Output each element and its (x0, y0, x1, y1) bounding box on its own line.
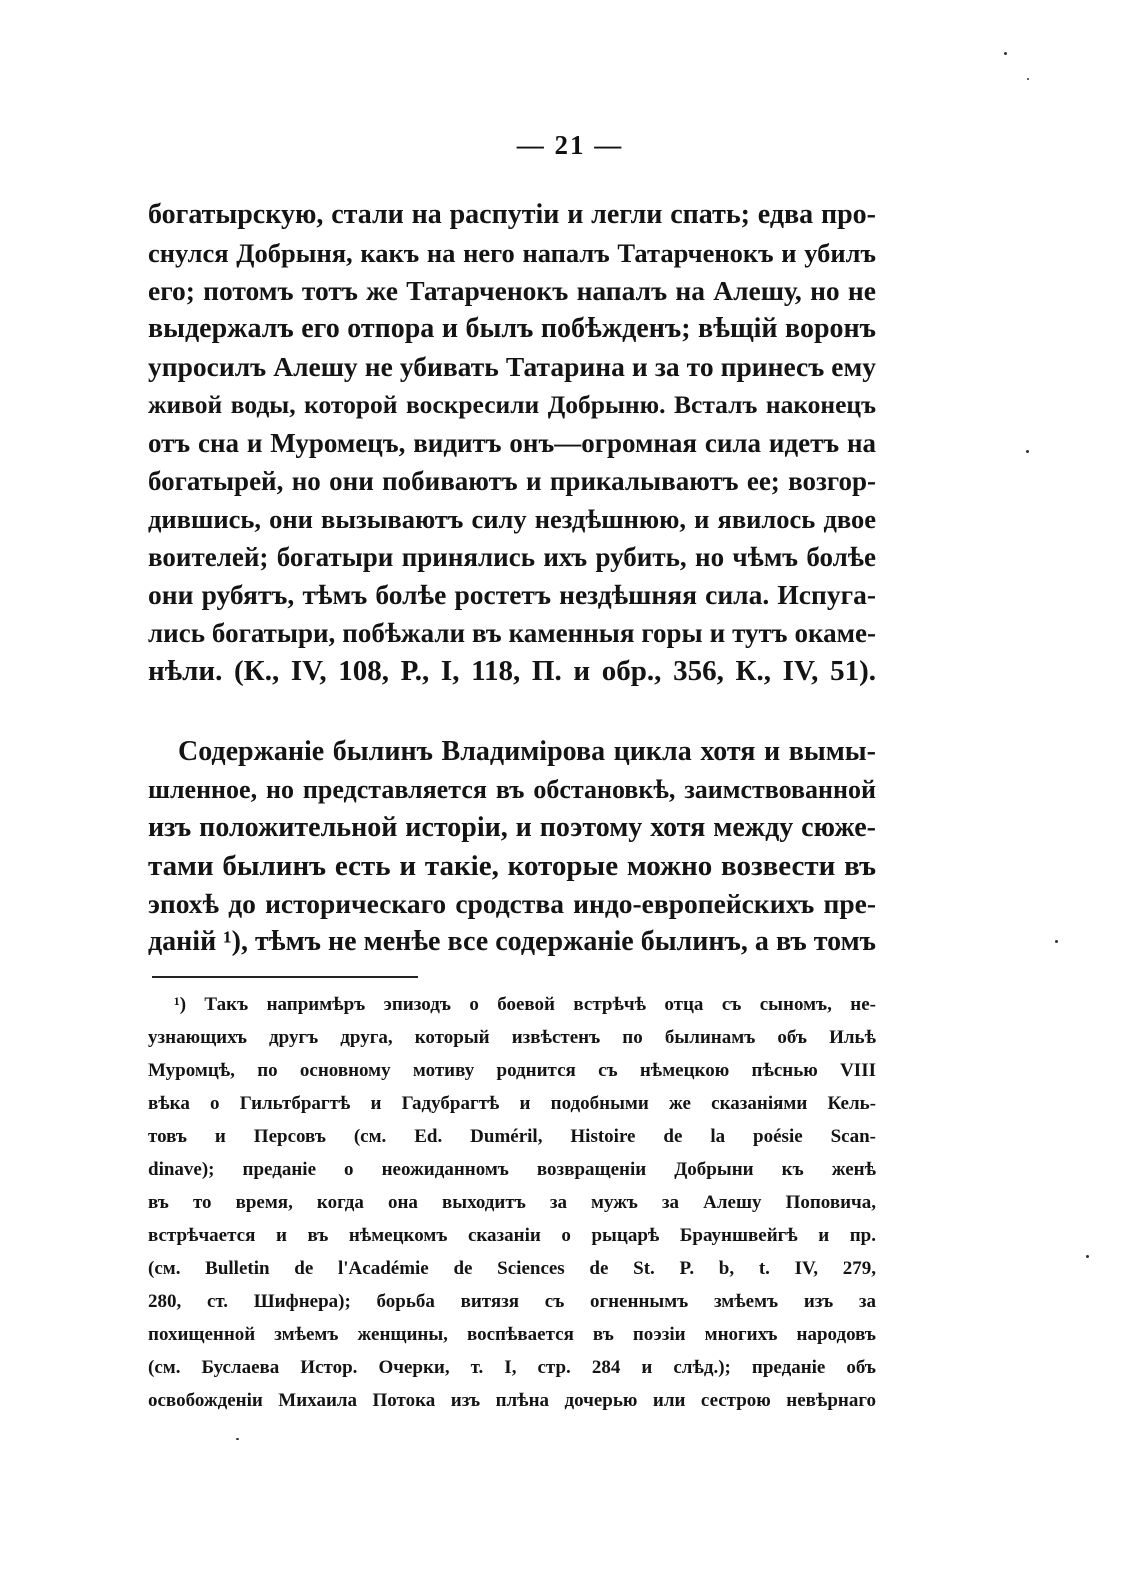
footnote-line: ¹) Такъ напримѣръ эпизодъ о боевой встрѣчѣ отца съ сыномъ, не- (174, 994, 876, 1015)
paragraph-1 (148, 196, 876, 690)
scan-speck (1027, 78, 1029, 80)
text-line: тами былинъ есть и такіе, которые можно возвести въ (148, 850, 876, 882)
footnote-line: dinave); преданіе о неожиданномъ возвращеніи Добрыни къ женѣ (148, 1159, 876, 1180)
footnote-line: въ то время, когда она выходитъ за мужъ за Алешу Поповича, (148, 1192, 876, 1213)
text-line: отъ сна и Муромецъ, видитъ онъ—огромная сила идетъ на (148, 428, 876, 458)
scan-speck (1026, 450, 1029, 453)
text-line: снулся Добрыня, какъ на него напалъ Татарченокъ и убилъ (148, 238, 876, 268)
text-line: дившись, они вызываютъ силу нездѣшнюю, и явилось двое (148, 504, 876, 534)
text-line: нѣли. (К., IV, 108, Р., I, 118, П. и обр., 356, К., IV, 51). (148, 655, 876, 687)
footnote-line: встрѣчается и въ нѣмецкомъ сказаніи о рыцарѣ Брауншвейгѣ и пр. (148, 1225, 876, 1246)
paragraph-2 (148, 733, 876, 961)
page-number: — 21 — (516, 130, 624, 160)
text-line: они рубятъ, тѣмъ болѣе ростетъ нездѣшняя сила. Испуга- (148, 579, 876, 610)
text-line: шленное, но представляется въ обстановкѣ, заимствованной (148, 775, 876, 804)
text-line: эпохѣ до историческаго сродства индо-европейскихъ пре- (148, 888, 876, 919)
scan-speck (1086, 1255, 1089, 1258)
scan-speck (236, 1438, 239, 1440)
text-line: Содержаніе былинъ Владимірова цикла хотя и вымы- (178, 736, 876, 767)
text-line: выдержалъ его отпора и былъ побѣжденъ; вѣщій воронъ (148, 313, 876, 344)
text-line: богатырей, но они побиваютъ и прикалываютъ ее; возгор- (148, 466, 876, 496)
scan-speck (1055, 940, 1058, 943)
footnote-line: Муромцѣ, по основному мотиву роднится съ нѣмецкою пѣснью VIII (148, 1060, 876, 1081)
footnote-line: (см. Буслаева Истор. Очерки, т. I, стр. 284 и слѣд.); преданіе объ (148, 1357, 876, 1378)
footnote-line: вѣка о Гильтбрагтѣ и Гадубрагтѣ и подобными же сказаніями Кель- (148, 1093, 876, 1114)
text-line: его; потомъ тотъ же Татарченокъ напалъ на Алешу, но не (148, 275, 876, 306)
text-line: изъ положительной исторіи, и поэтому хотя между сюже- (148, 812, 876, 843)
text-line: воителей; богатыри принялись ихъ рубить, но чѣмъ болѣе (148, 542, 876, 572)
footnote-divider (152, 976, 418, 978)
footnote-line: похищенной змѣемъ женщины, воспѣвается въ поэзіи многихъ народовъ (148, 1324, 876, 1345)
text-line: упросилъ Алешу не убивать Татарина и за то принесъ ему (148, 351, 876, 382)
text-line: лись богатыри, побѣжали въ каменныя горы и тутъ окаме- (148, 618, 876, 648)
text-line: богатырскую, стали на распутіи и легли спать; едва про- (148, 199, 876, 230)
footnote-line: (см. Bulletin de l'Académie de Sciences de St. P. b, t. IV, 279, (148, 1258, 876, 1279)
text-line: даній ¹), тѣмъ не менѣе все содержаніе былинъ, а въ томъ (148, 926, 876, 957)
footnote-line: узнающихъ другъ друга, который извѣстенъ по былинамъ объ Ильѣ (148, 1027, 876, 1048)
scan-speck (1004, 52, 1007, 55)
footnote (148, 988, 876, 1417)
footnote-line: освобожденіи Михаила Потока изъ плѣна дочерью или сестрою невѣрнаго (148, 1390, 876, 1411)
text-line: живой воды, которой воскресили Добрыню. Всталъ наконецъ (148, 390, 876, 419)
footnote-line: товъ и Персовъ (см. Ed. Duméril, Histoire de la poésie Scan- (148, 1126, 876, 1147)
footnote-line: 280, ст. Шифнера); борьба витязя съ огненнымъ змѣемъ изъ за (148, 1291, 876, 1312)
